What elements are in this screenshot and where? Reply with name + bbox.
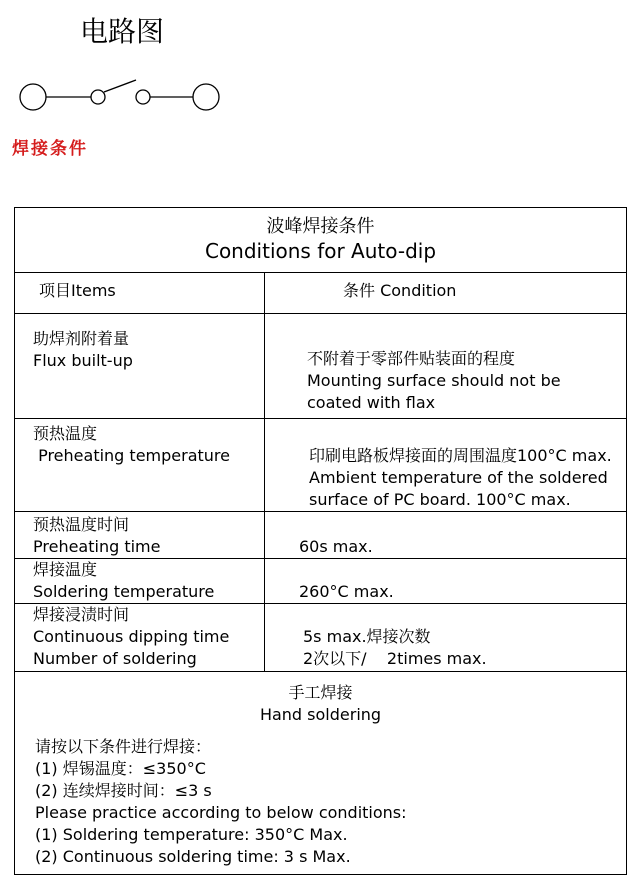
item-cn: 预热温度 xyxy=(33,424,98,443)
value-line: coated with flax xyxy=(307,393,436,412)
hand-title-en: Hand soldering xyxy=(259,705,382,724)
section-title: 焊接条件 xyxy=(12,139,88,159)
item-en: Flux built-up xyxy=(33,351,133,370)
hand-soldering-section xyxy=(15,672,627,875)
value-line: 260°C max. xyxy=(299,582,394,601)
value-line: 不附着于零部件贴装面的程度 xyxy=(307,349,516,368)
switch-circuit-diagram xyxy=(18,78,228,118)
switch-contact-right-icon xyxy=(136,90,150,104)
value-line: Mounting surface should not be xyxy=(307,371,561,390)
item-en: Continuous dipping time xyxy=(33,627,230,646)
table-row xyxy=(15,604,627,672)
value-line: Ambient temperature of the soldered xyxy=(309,468,608,487)
table-row xyxy=(15,314,627,419)
table-header xyxy=(15,208,627,273)
page-title: 电路图 xyxy=(80,15,165,48)
header-cn: 波峰焊接条件 xyxy=(266,216,375,237)
value-line: 5s max.焊接次数 xyxy=(303,627,431,646)
hand-line: 请按以下条件进行焊接： xyxy=(35,737,212,756)
item-en: Soldering temperature xyxy=(33,582,215,601)
table-row xyxy=(15,512,627,559)
item-cn: 预热温度时间 xyxy=(33,515,130,534)
left-terminal-icon xyxy=(20,84,46,110)
switch-contact-left-icon xyxy=(91,90,105,104)
column-header-items: 项目Items xyxy=(15,273,265,314)
table-row xyxy=(15,672,627,875)
item-en: Number of soldering xyxy=(33,649,197,668)
right-terminal-icon xyxy=(193,84,219,110)
hand-title-cn: 手工焊接 xyxy=(288,683,353,702)
hand-line: Please practice according to below conditions: xyxy=(35,803,407,822)
value-line: 2次以下/ 2times max. xyxy=(303,649,487,668)
value-line: surface of PC board. 100°C max. xyxy=(309,490,571,509)
item-en: Preheating temperature xyxy=(33,446,230,465)
soldering-conditions-table xyxy=(14,207,627,875)
item-cn: 焊接浸渍时间 xyxy=(33,605,130,624)
switch-lever-icon xyxy=(104,80,136,92)
header-en: Conditions for Auto-dip xyxy=(204,239,437,263)
item-cn: 焊接温度 xyxy=(33,560,98,579)
hand-line: (2) Continuous soldering time: 3 s Max. xyxy=(35,847,351,866)
table-row xyxy=(15,419,627,512)
item-en: Preheating time xyxy=(33,537,161,556)
column-header-condition: 条件 Condition xyxy=(265,273,627,314)
value-line: 60s max. xyxy=(299,537,373,556)
hand-line: (1) 焊锡温度：≤350°C xyxy=(35,759,206,778)
hand-line: (2) 连续焊接时间：≤3 s xyxy=(35,781,212,800)
item-cn: 助焊剂附着量 xyxy=(33,329,130,348)
table-row xyxy=(15,559,627,604)
value-line: 印刷电路板焊接面的周围温度100°C max. xyxy=(309,446,612,465)
hand-line: (1) Soldering temperature: 350°C Max. xyxy=(35,825,348,844)
